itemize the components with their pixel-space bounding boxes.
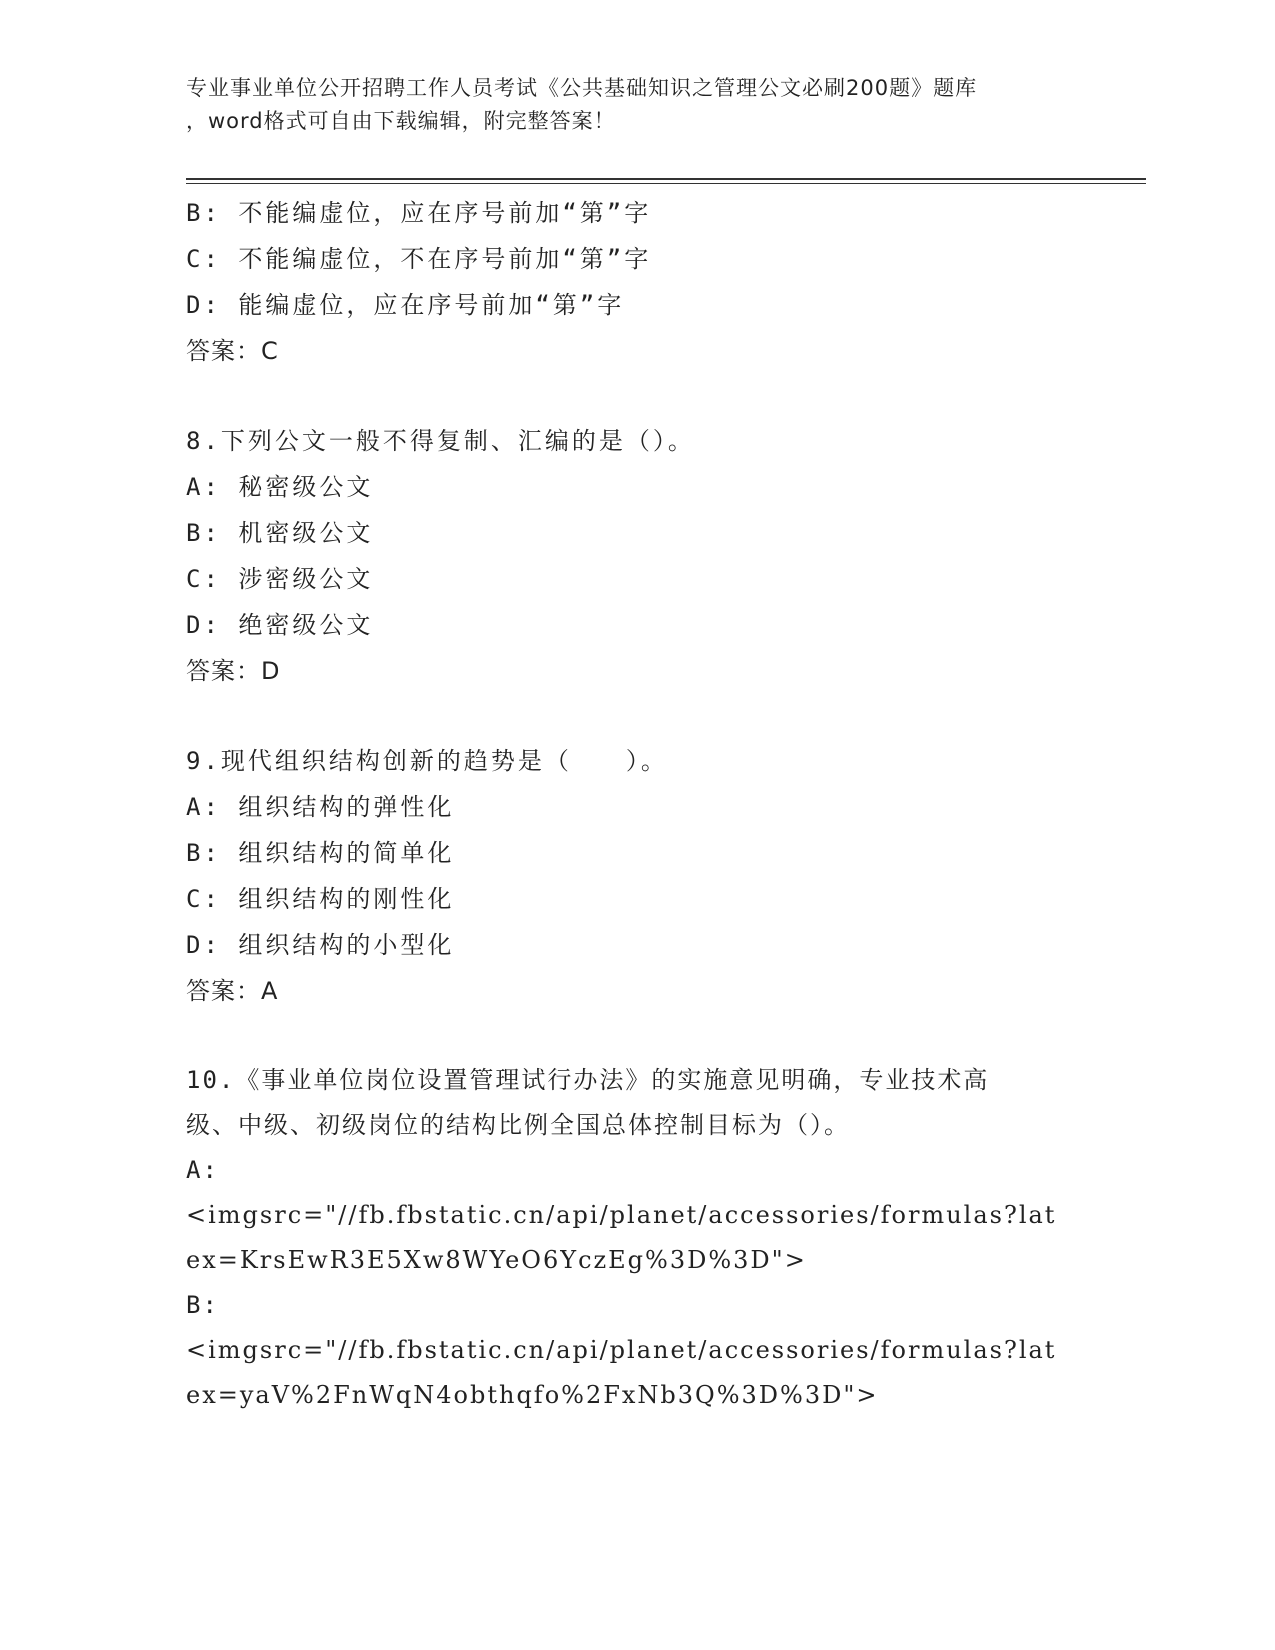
q10-question-line-2: 级、中级、初级岗位的结构比例全国总体控制目标为（）。 (186, 1111, 850, 1139)
q10-option-b-label: B: (186, 1291, 219, 1319)
q9-option-c: C: 组织结构的刚性化 (186, 885, 455, 913)
q8-option-d: D: 绝密级公文 (186, 611, 374, 639)
q10-option-a-label: A: (186, 1156, 219, 1184)
spacer (186, 374, 1086, 418)
spacer (186, 1014, 1086, 1058)
header-divider-thick (186, 178, 1146, 180)
q10-question-line-1: 10.《事业单位岗位设置管理试行办法》的实施意见明确，专业技术高 (186, 1066, 990, 1094)
question-7-block (186, 190, 1086, 374)
q7-answer: 答案：C (186, 337, 279, 365)
q7-option-b: B: 不能编虚位，应在序号前加“第”字 (186, 199, 652, 227)
q9-answer: 答案：A (186, 977, 279, 1005)
q9-option-a: A: 组织结构的弹性化 (186, 793, 455, 821)
q10-option-a-line-2: ex=KrsEwR3E5Xw8WYeO6YczEg%3D%3D"> (186, 1246, 807, 1274)
q10-option-a-line-1: <imgsrc="//fb.fbstatic.cn/api/planet/accessories/formulas?lat (186, 1201, 1057, 1229)
q8-question: 8.下列公文一般不得复制、汇编的是（）。 (186, 427, 695, 455)
question-10-block (186, 1058, 1086, 1418)
q9-question: 9.现代组织结构创新的趋势是（ ）。 (186, 747, 668, 775)
q7-option-c: C: 不能编虚位，不在序号前加“第”字 (186, 245, 652, 273)
spacer (186, 694, 1086, 738)
document-body (186, 190, 1086, 1418)
header-title-line-1: 专业事业单位公开招聘工作人员考试《公共基础知识之管理公文必刷200题》题库 (186, 76, 978, 100)
q8-option-b: B: 机密级公文 (186, 519, 374, 547)
q9-option-d: D: 组织结构的小型化 (186, 931, 455, 959)
q10-option-b-line-2: ex=yaV%2FnWqN4obthqfo%2FxNb3Q%3D%3D"> (186, 1381, 879, 1409)
q8-option-a: A: 秘密级公文 (186, 473, 374, 501)
header-divider-thin (186, 183, 1146, 184)
header-title-line-2: ，word格式可自由下载编辑，附完整答案！ (186, 109, 616, 133)
q7-option-d: D: 能编虚位，应在序号前加“第”字 (186, 291, 625, 319)
question-9-block (186, 738, 1086, 1014)
q9-option-b: B: 组织结构的简单化 (186, 839, 455, 867)
question-8-block (186, 418, 1086, 694)
document-header (186, 72, 1086, 138)
q8-option-c: C: 涉密级公文 (186, 565, 374, 593)
q10-option-b-line-1: <imgsrc="//fb.fbstatic.cn/api/planet/accessories/formulas?lat (186, 1336, 1057, 1364)
q8-answer: 答案：D (186, 657, 281, 685)
